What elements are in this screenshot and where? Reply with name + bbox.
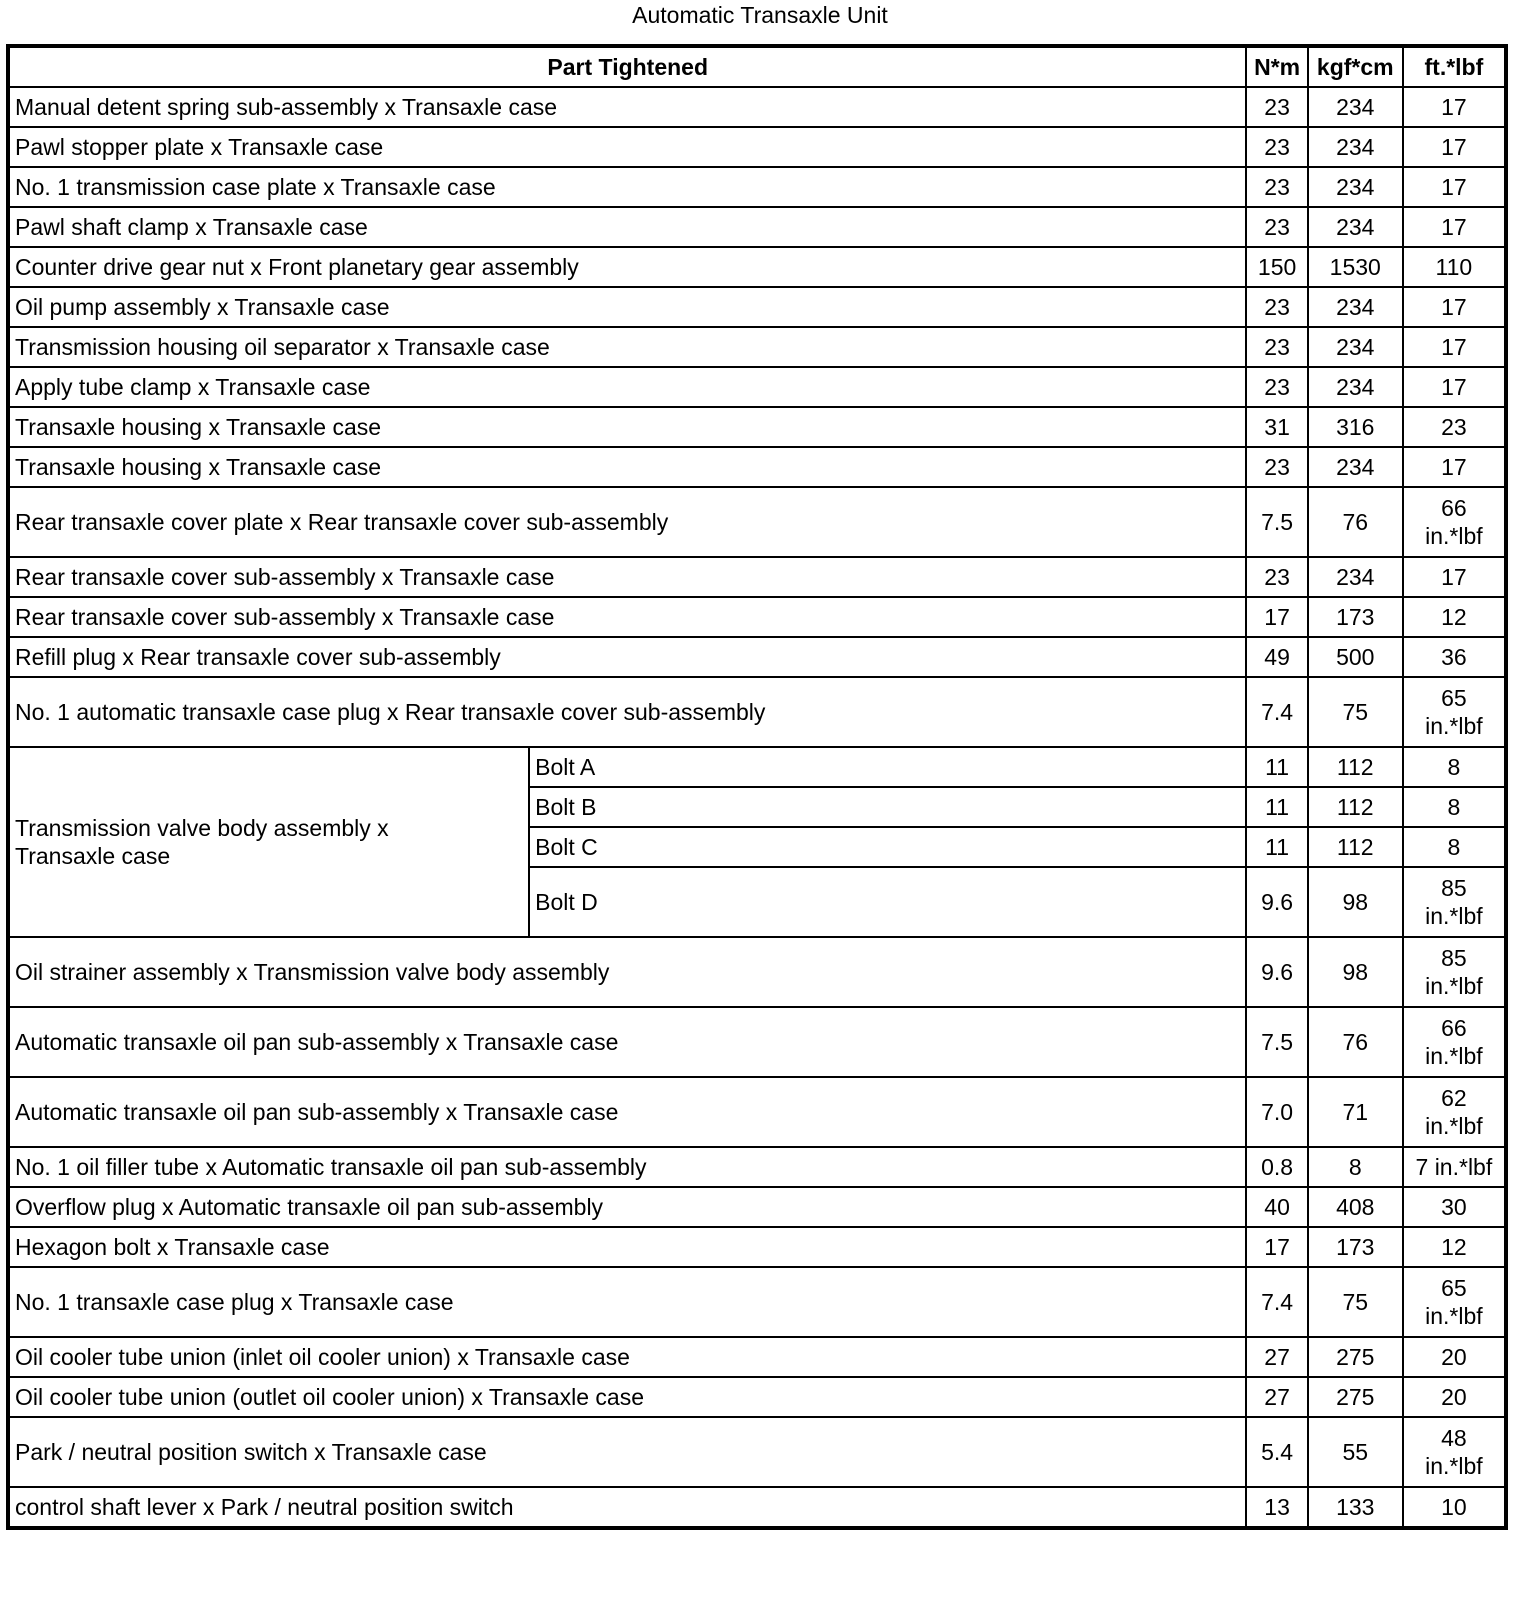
ft-lbf-value: 110 — [1435, 254, 1473, 280]
kgf-cm-cell: 234 — [1308, 167, 1403, 207]
nm-cell: 11 — [1246, 827, 1307, 867]
table-row — [8, 367, 1506, 407]
nm-cell: 31 — [1246, 407, 1307, 447]
ft-lbf-cell — [1403, 167, 1506, 207]
kgf-cm-cell: 75 — [1308, 677, 1403, 747]
nm-cell: 7.0 — [1246, 1077, 1307, 1147]
valve-body-part-cell — [8, 747, 529, 937]
kgf-cm-cell: 173 — [1308, 597, 1403, 637]
table-row — [8, 1077, 1506, 1147]
table-row — [8, 447, 1506, 487]
part-cell: Rear transaxle cover sub-assembly x Transaxle case — [8, 597, 1246, 637]
ft-lbf-cell — [1403, 207, 1506, 247]
table-row — [8, 557, 1506, 597]
ft-lbf-cell — [1403, 747, 1506, 787]
part-cell: Transmission housing oil separator x Transaxle case — [8, 327, 1246, 367]
ft-lbf-value: 17 — [1441, 454, 1467, 480]
part-cell: No. 1 transmission case plate x Transaxle case — [8, 167, 1246, 207]
nm-cell: 7.4 — [1246, 1267, 1307, 1337]
header-ft-lbf: ft.*lbf — [1403, 46, 1506, 87]
part-cell: Transaxle housing x Transaxle case — [8, 447, 1246, 487]
nm-cell: 7.5 — [1246, 487, 1307, 557]
part-cell: No. 1 oil filler tube x Automatic transaxle oil pan sub-assembly — [8, 1147, 1246, 1187]
kgf-cm-cell: 8 — [1308, 1147, 1403, 1187]
table-row — [8, 747, 1506, 787]
ft-lbf-value: 85 — [1441, 945, 1467, 971]
ft-lbf-cell — [1403, 1337, 1506, 1377]
table-row — [8, 597, 1506, 637]
part-cell: Oil cooler tube union (inlet oil cooler union) x Transaxle case — [8, 1337, 1246, 1377]
ft-lbf-cell — [1403, 787, 1506, 827]
ft-lbf-value: 8 — [1447, 794, 1461, 820]
nm-cell: 17 — [1246, 1227, 1307, 1267]
nm-cell: 23 — [1246, 287, 1307, 327]
table-row — [8, 1377, 1506, 1417]
ft-lbf-value: 8 — [1447, 834, 1461, 860]
ft-lbf-value: 23 — [1441, 414, 1467, 440]
table-row — [8, 637, 1506, 677]
part-cell: Apply tube clamp x Transaxle case — [8, 367, 1246, 407]
ft-lbf-cell — [1403, 1227, 1506, 1267]
part-cell: Hexagon bolt x Transaxle case — [8, 1227, 1246, 1267]
table-row — [8, 1337, 1506, 1377]
part-cell: No. 1 transaxle case plug x Transaxle case — [8, 1267, 1246, 1337]
part-cell: Pawl shaft clamp x Transaxle case — [8, 207, 1246, 247]
ft-lbf-value: 17 — [1441, 174, 1467, 200]
kgf-cm-cell: 55 — [1308, 1417, 1403, 1487]
part-cell: Automatic transaxle oil pan sub-assembly x Transaxle case — [8, 1077, 1246, 1147]
ft-lbf-cell — [1403, 557, 1506, 597]
kgf-cm-cell: 133 — [1308, 1487, 1403, 1528]
part-cell: control shaft lever x Park / neutral position switch — [8, 1487, 1246, 1528]
ft-lbf-value: 20 — [1441, 1344, 1467, 1370]
table-row — [8, 1187, 1506, 1227]
ft-lbf-value: 30 — [1441, 1194, 1467, 1220]
table-row — [8, 167, 1506, 207]
kgf-cm-cell: 76 — [1308, 1007, 1403, 1077]
part-cell: Oil cooler tube union (outlet oil cooler union) x Transaxle case — [8, 1377, 1246, 1417]
kgf-cm-cell: 98 — [1308, 867, 1403, 937]
nm-cell: 27 — [1246, 1337, 1307, 1377]
ft-lbf-cell — [1403, 1077, 1506, 1147]
table-row — [8, 1487, 1506, 1528]
table-row — [8, 1227, 1506, 1267]
ft-lbf-value: 66 — [1441, 1015, 1467, 1041]
kgf-cm-cell: 71 — [1308, 1077, 1403, 1147]
ft-lbf-value: 65 — [1441, 685, 1467, 711]
table-row — [8, 1007, 1506, 1077]
kgf-cm-cell: 234 — [1308, 447, 1403, 487]
ft-lbf-cell — [1403, 1377, 1506, 1417]
table-row — [8, 1267, 1506, 1337]
bolt-label-cell: Bolt B — [529, 787, 1246, 827]
ft-lbf-cell — [1403, 1417, 1506, 1487]
table-row — [8, 127, 1506, 167]
ft-lbf-cell — [1403, 827, 1506, 867]
part-cell: Oil pump assembly x Transaxle case — [8, 287, 1246, 327]
kgf-cm-cell: 234 — [1308, 87, 1403, 127]
table-row — [8, 87, 1506, 127]
part-cell: Automatic transaxle oil pan sub-assembly x Transaxle case — [8, 1007, 1246, 1077]
part-cell: Rear transaxle cover plate x Rear transaxle cover sub-assembly — [8, 487, 1246, 557]
nm-cell: 49 — [1246, 637, 1307, 677]
kgf-cm-cell: 275 — [1308, 1377, 1403, 1417]
ft-lbf-cell — [1403, 287, 1506, 327]
ft-lbf-value: 17 — [1441, 334, 1467, 360]
ft-lbf-cell — [1403, 1187, 1506, 1227]
ft-lbf-cell — [1403, 1147, 1506, 1187]
nm-cell: 27 — [1246, 1377, 1307, 1417]
ft-lbf-value: 85 — [1441, 875, 1467, 901]
nm-cell: 7.5 — [1246, 1007, 1307, 1077]
ft-lbf-value: 12 — [1441, 1234, 1467, 1260]
torque-spec-table — [6, 44, 1508, 1530]
ft-lbf-value: 17 — [1441, 214, 1467, 240]
bolt-label-cell: Bolt D — [529, 867, 1246, 937]
bolt-label-cell: Bolt A — [529, 747, 1246, 787]
kgf-cm-cell: 112 — [1308, 827, 1403, 867]
ft-lbf-value: 17 — [1441, 374, 1467, 400]
nm-cell: 23 — [1246, 87, 1307, 127]
part-cell: Refill plug x Rear transaxle cover sub-assembly — [8, 637, 1246, 677]
nm-cell: 150 — [1246, 247, 1307, 287]
nm-cell: 23 — [1246, 167, 1307, 207]
kgf-cm-cell: 112 — [1308, 747, 1403, 787]
ft-lbf-unit: in.*lbf — [1425, 523, 1483, 549]
ft-lbf-value: 20 — [1441, 1384, 1467, 1410]
part-cell: Rear transaxle cover sub-assembly x Transaxle case — [8, 557, 1246, 597]
table-caption: Automatic Transaxle Unit — [632, 2, 888, 28]
ft-lbf-cell — [1403, 597, 1506, 637]
ft-lbf-cell — [1403, 637, 1506, 677]
nm-cell: 23 — [1246, 447, 1307, 487]
nm-cell: 11 — [1246, 747, 1307, 787]
ft-lbf-value: 65 — [1441, 1275, 1467, 1301]
ft-lbf-cell — [1403, 367, 1506, 407]
ft-lbf-value: 62 — [1441, 1085, 1467, 1111]
kgf-cm-cell: 234 — [1308, 127, 1403, 167]
nm-cell: 9.6 — [1246, 937, 1307, 1007]
table-row — [8, 1417, 1506, 1487]
nm-cell: 23 — [1246, 327, 1307, 367]
kgf-cm-cell: 316 — [1308, 407, 1403, 447]
header-nm: N*m — [1246, 46, 1307, 87]
table-row — [8, 407, 1506, 447]
table-row — [8, 677, 1506, 747]
nm-cell: 5.4 — [1246, 1417, 1307, 1487]
nm-cell: 23 — [1246, 367, 1307, 407]
table-row — [8, 327, 1506, 367]
kgf-cm-cell: 1530 — [1308, 247, 1403, 287]
part-cell: Counter drive gear nut x Front planetary gear assembly — [8, 247, 1246, 287]
ft-lbf-unit: in.*lbf — [1425, 1043, 1483, 1069]
ft-lbf-value: 10 — [1441, 1494, 1467, 1520]
part-cell: Oil strainer assembly x Transmission valve body assembly — [8, 937, 1246, 1007]
nm-cell: 23 — [1246, 557, 1307, 597]
part-cell: Park / neutral position switch x Transaxle case — [8, 1417, 1246, 1487]
table-row — [8, 247, 1506, 287]
ft-lbf-value: 66 — [1441, 495, 1467, 521]
kgf-cm-cell: 173 — [1308, 1227, 1403, 1267]
ft-lbf-cell — [1403, 127, 1506, 167]
ft-lbf-cell — [1403, 1487, 1506, 1528]
nm-cell: 9.6 — [1246, 867, 1307, 937]
ft-lbf-cell — [1403, 867, 1506, 937]
ft-lbf-unit: in.*lbf — [1425, 903, 1483, 929]
ft-lbf-value: 17 — [1441, 564, 1467, 590]
nm-cell: 11 — [1246, 787, 1307, 827]
ft-lbf-value: 12 — [1441, 604, 1467, 630]
kgf-cm-cell: 275 — [1308, 1337, 1403, 1377]
kgf-cm-cell: 75 — [1308, 1267, 1403, 1337]
nm-cell: 17 — [1246, 597, 1307, 637]
ft-lbf-cell — [1403, 87, 1506, 127]
table-row — [8, 937, 1506, 1007]
ft-lbf-value: 8 — [1447, 754, 1461, 780]
bolt-label-cell: Bolt C — [529, 827, 1246, 867]
table-row — [8, 1147, 1506, 1187]
ft-lbf-value: 48 — [1441, 1425, 1467, 1451]
ft-lbf-cell — [1403, 1007, 1506, 1077]
ft-lbf-unit: in.*lbf — [1425, 1453, 1483, 1479]
ft-lbf-cell — [1403, 447, 1506, 487]
table-row — [8, 207, 1506, 247]
ft-lbf-cell — [1403, 327, 1506, 367]
valve-body-part-line2: Transaxle case — [15, 843, 171, 869]
nm-cell: 0.8 — [1246, 1147, 1307, 1187]
kgf-cm-cell: 234 — [1308, 557, 1403, 597]
ft-lbf-cell — [1403, 937, 1506, 1007]
header-part-tightened: Part Tightened — [8, 46, 1246, 87]
table-row — [8, 487, 1506, 557]
part-cell: Manual detent spring sub-assembly x Transaxle case — [8, 87, 1246, 127]
part-cell: Transaxle housing x Transaxle case — [8, 407, 1246, 447]
ft-lbf-cell — [1403, 247, 1506, 287]
table-row — [8, 287, 1506, 327]
ft-lbf-value: 17 — [1441, 94, 1467, 120]
kgf-cm-cell: 76 — [1308, 487, 1403, 557]
ft-lbf-cell — [1403, 1267, 1506, 1337]
ft-lbf-value: 36 — [1441, 644, 1467, 670]
nm-cell: 23 — [1246, 127, 1307, 167]
kgf-cm-cell: 234 — [1308, 287, 1403, 327]
ft-lbf-unit: in.*lbf — [1425, 1303, 1483, 1329]
header-kgf-cm: kgf*cm — [1308, 46, 1403, 87]
part-cell: No. 1 automatic transaxle case plug x Rear transaxle cover sub-assembly — [8, 677, 1246, 747]
nm-cell: 40 — [1246, 1187, 1307, 1227]
kgf-cm-cell: 408 — [1308, 1187, 1403, 1227]
ft-lbf-unit: in.*lbf — [1425, 973, 1483, 999]
kgf-cm-cell: 500 — [1308, 637, 1403, 677]
header-row — [8, 46, 1506, 87]
nm-cell: 13 — [1246, 1487, 1307, 1528]
valve-body-part-line1: Transmission valve body assembly x — [15, 815, 389, 841]
ft-lbf-value: 17 — [1441, 134, 1467, 160]
ft-lbf-value: 7 in.*lbf — [1415, 1154, 1493, 1180]
part-cell: Overflow plug x Automatic transaxle oil pan sub-assembly — [8, 1187, 1246, 1227]
table-body — [8, 87, 1506, 1528]
ft-lbf-unit: in.*lbf — [1425, 713, 1483, 739]
ft-lbf-cell — [1403, 487, 1506, 557]
ft-lbf-cell — [1403, 407, 1506, 447]
nm-cell: 23 — [1246, 207, 1307, 247]
ft-lbf-value: 17 — [1441, 294, 1467, 320]
kgf-cm-cell: 234 — [1308, 327, 1403, 367]
kgf-cm-cell: 234 — [1308, 367, 1403, 407]
ft-lbf-cell — [1403, 677, 1506, 747]
part-cell: Pawl stopper plate x Transaxle case — [8, 127, 1246, 167]
ft-lbf-unit: in.*lbf — [1425, 1113, 1483, 1139]
nm-cell: 7.4 — [1246, 677, 1307, 747]
kgf-cm-cell: 98 — [1308, 937, 1403, 1007]
kgf-cm-cell: 234 — [1308, 207, 1403, 247]
kgf-cm-cell: 112 — [1308, 787, 1403, 827]
